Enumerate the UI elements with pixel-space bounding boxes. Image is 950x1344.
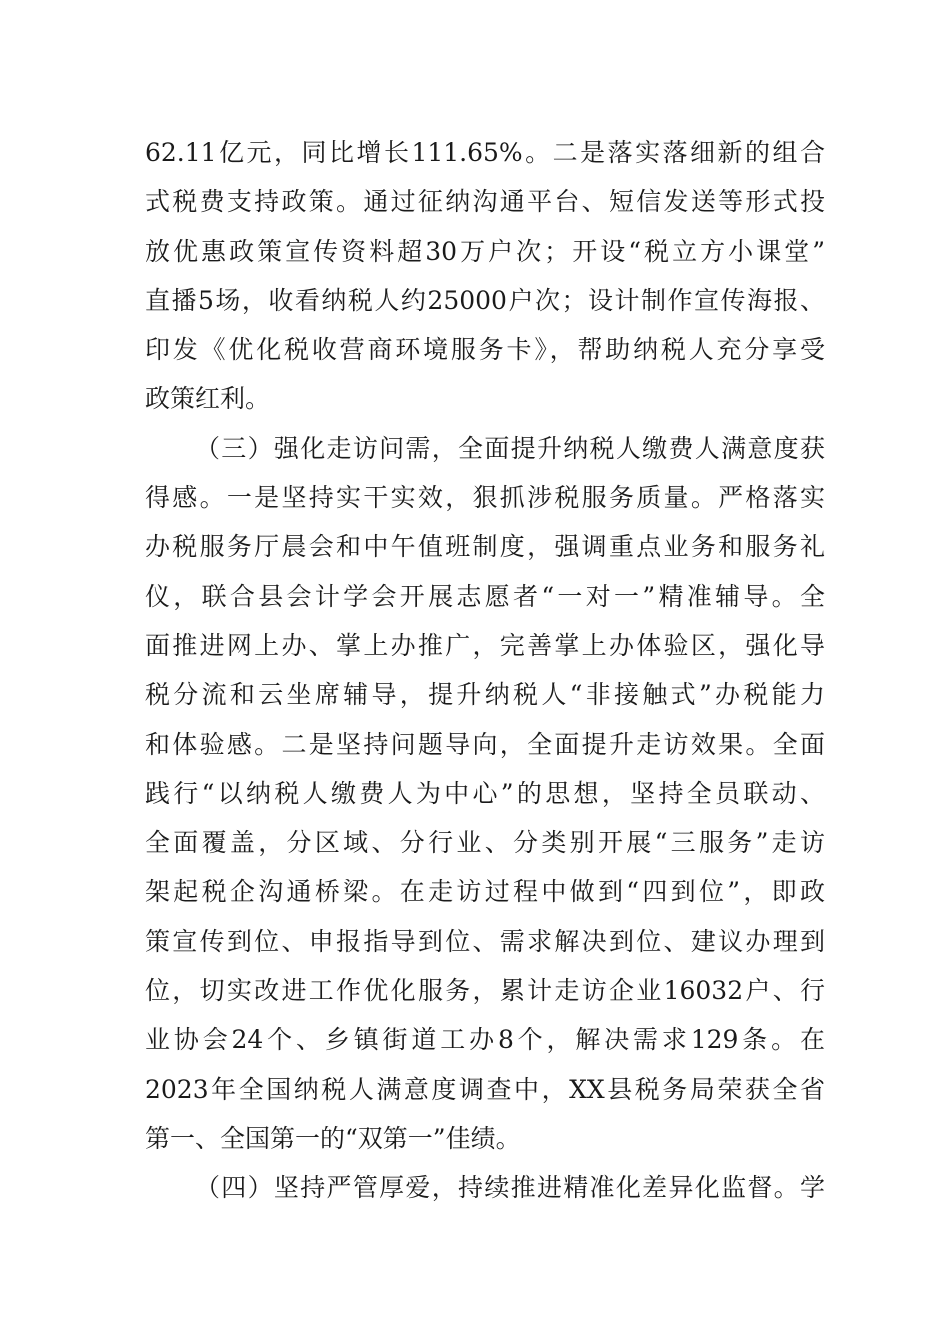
text-line: 印发《优化税收营商环境服务卡》，帮助纳税人充分享受: [145, 335, 825, 365]
paragraph-heading-line: （三）强化走访问需，全面提升纳税人缴费人满意度获: [195, 433, 825, 463]
text-line: 办税服务厅晨会和中午值班制度，强调重点业务和服务礼: [145, 532, 825, 562]
text-line: 得感。一是坚持实干实效，狠抓涉税服务质量。严格落实: [145, 483, 825, 513]
text-line: 架起税企沟通桥梁。在走访过程中做到“四到位”，即政: [145, 877, 825, 907]
text-line: 面推进网上办、掌上办推广，完善掌上办体验区，强化导: [145, 630, 825, 660]
text-line: 仪，联合县会计学会开展志愿者“一对一”精准辅导。全: [145, 581, 825, 611]
text-line: 式税费支持政策。通过征纳沟通平台、短信发送等形式投: [145, 187, 825, 217]
text-line: 政策红利。: [145, 384, 271, 414]
text-line: 62.11亿元，同比增长111.65%。二是落实落细新的组合: [145, 138, 825, 167]
text-line: 第一、全国第一的“双第一”佳绩。: [145, 1123, 521, 1153]
text-line: 业协会24个、乡镇街道工办8个，解决需求129条。在: [145, 1025, 825, 1055]
text-line: 直播5场，收看纳税人约25000户次；设计制作宣传海报、: [145, 285, 825, 315]
text-line: 策宣传到位、申报指导到位、需求解决到位、建议办理到: [145, 926, 825, 956]
text-line: 和体验感。二是坚持问题导向，全面提升走访效果。全面: [145, 729, 825, 759]
text-line: 放优惠政策宣传资料超30万户次；开设“税立方小课堂”: [145, 236, 825, 266]
paragraph-heading-line: （四）坚持严管厚爱，持续推进精准化差异化监督。学: [195, 1173, 825, 1203]
text-line: 位，切实改进工作优化服务，累计走访企业16032户、行: [145, 976, 825, 1006]
text-line: 2023年全国纳税人满意度调查中，XX县税务局荣获全省: [145, 1074, 825, 1104]
document-body: [145, 128, 825, 1213]
text-line: 税分流和云坐席辅导，提升纳税人“非接触式”办税能力: [145, 680, 825, 710]
text-line: 全面覆盖，分区域、分行业、分类别开展“三服务”走访: [145, 828, 825, 858]
text-line: 践行“以纳税人缴费人为中心”的思想，坚持全员联动、: [145, 778, 825, 808]
